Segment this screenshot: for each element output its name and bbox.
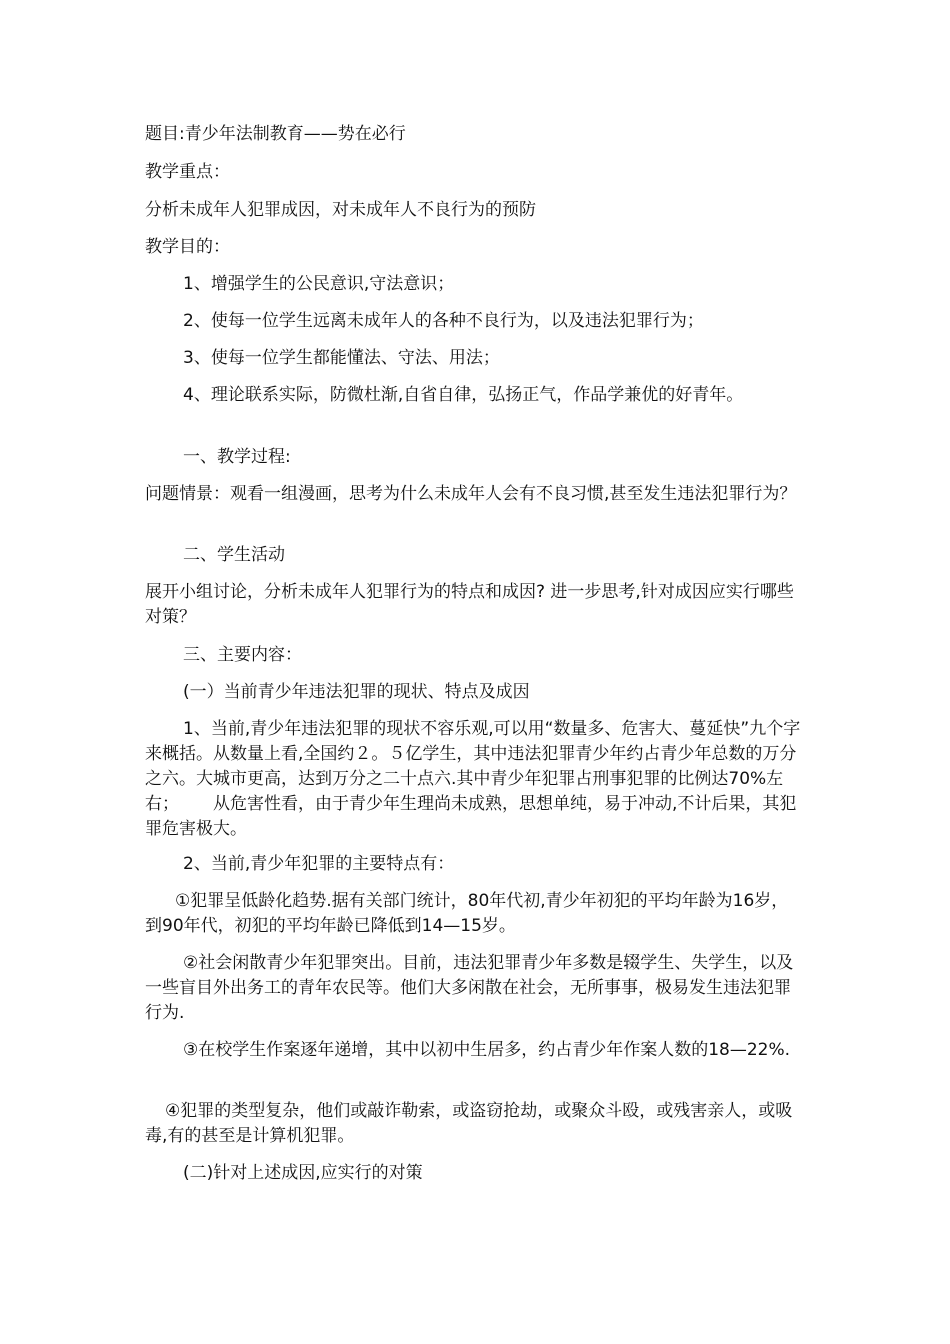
subsection-heading: (一）当前青少年违法犯罪的现状、特点及成因 xyxy=(183,682,530,702)
section-text: 问题情景：观看一组漫画，思考为什么未成年人会有不良习惯,甚至发生违法犯罪行为？ xyxy=(145,484,797,504)
goal-item: 3、使每一位学生都能懂法、守法、用法； xyxy=(183,348,500,368)
goal-item: 4、理论联系实际，防微杜渐,自省自律，弘扬正气，作品学兼优的好青年。 xyxy=(183,385,744,405)
body-paragraph: 1、当前,青少年违法犯罪的现状不容乐观,可以用“数量多、危害大、蔓延快”九个字来概括。从数量上看,全国约２。５亿学生，其中违法犯罪青少年约占青少年总数的万分之六。大城市更高，达到万分之二十点六.其中青少年犯罪占刑事犯罪的比例达70%左右； 从危害性看，由于青少年生理尚未成熟，思想单纯，易于冲动,不计后果，其犯罪危害极大。 xyxy=(145,719,801,839)
goal-item: 1、增强学生的公民意识,守法意识； xyxy=(183,274,455,294)
subsection-heading: (二)针对上述成因,应实行的对策 xyxy=(183,1163,423,1183)
focus-text: 分析未成年人犯罪成因，对未成年人不良行为的预防 xyxy=(145,200,536,220)
list-point: ④犯罪的类型复杂，他们或敲诈勒索，或盗窃抢劫，或聚众斗殴，或残害亲人，或吸毒,有的甚至是计算机犯罪。 xyxy=(145,1101,793,1146)
list-point: ①犯罪呈低龄化趋势.据有关部门统计，80年代初,青少年初犯的平均年龄为16岁，到90年代，初犯的平均年龄已降低到14—15岁。 xyxy=(145,891,789,936)
section-text: 展开小组讨论，分析未成年人犯罪行为的特点和成因? 进一步思考,针对成因应实行哪些对策？ xyxy=(145,582,794,627)
focus-heading: 教学重点： xyxy=(145,162,230,182)
document-title: 题目:青少年法制教育——势在必行 xyxy=(145,124,406,144)
section-heading: 二、学生活动 xyxy=(183,545,285,565)
body-paragraph: 2、当前,青少年犯罪的主要特点有： xyxy=(183,854,455,874)
section-heading: 三、主要内容： xyxy=(183,645,302,665)
section-heading: 一、教学过程: xyxy=(183,447,291,467)
list-point: ③在校学生作案逐年递增，其中以初中生居多，约占青少年作案人数的18—22%. xyxy=(183,1040,791,1060)
goals-heading: 教学目的： xyxy=(145,237,230,257)
list-point: ②社会闲散青少年犯罪突出。目前，违法犯罪青少年多数是辍学生、失学生，以及一些盲目外出务工的青年农民等。他们大多闲散在社会，无所事事，极易发生违法犯罪行为. xyxy=(145,953,794,1023)
goal-item: 2、使每一位学生远离未成年人的各种不良行为，以及违法犯罪行为； xyxy=(183,311,704,331)
